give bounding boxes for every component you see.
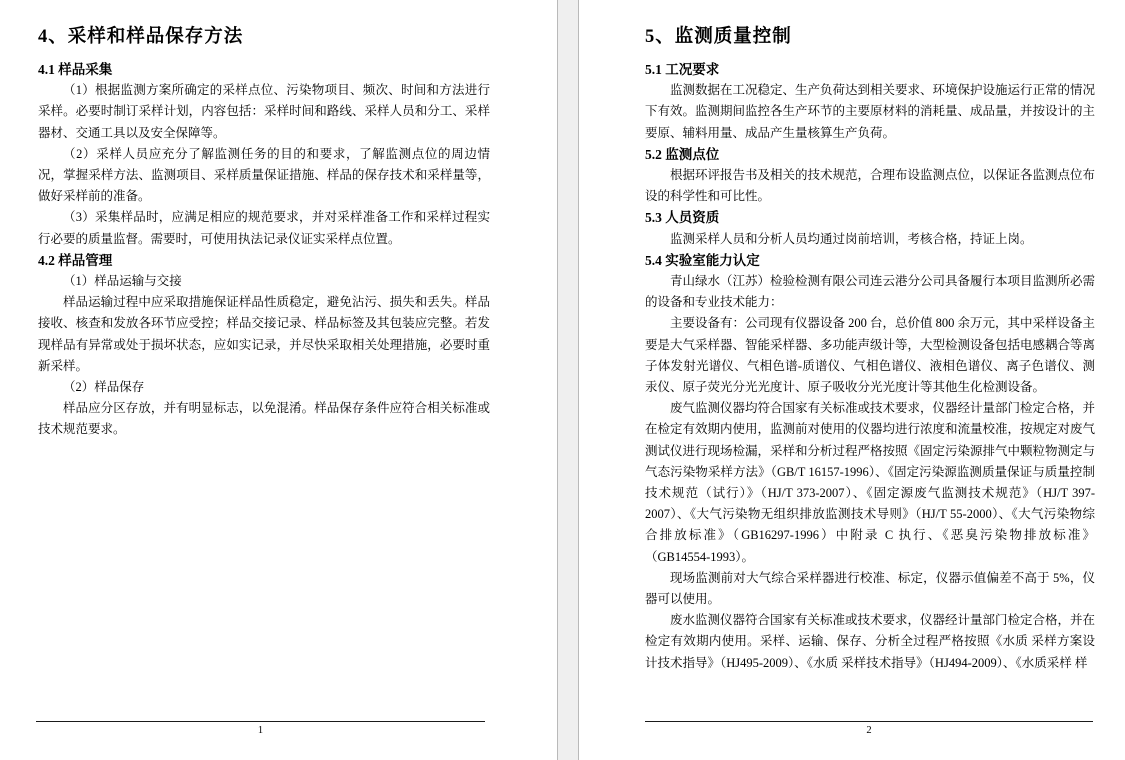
paragraph: （2）采样人员应充分了解监测任务的目的和要求，了解监测点位的周边情况，掌握采样方法、监测项目、采样质量保证措施、样品的保存技术和采样量等，做好采样前的准备。 bbox=[38, 146, 490, 204]
page-number: 2 bbox=[866, 725, 872, 736]
paragraph: 青山绿水（江苏）检验检测有限公司连云港分公司具备履行本项目监测所必需的设备和专业技术能力： bbox=[645, 274, 1096, 310]
paragraph: 主要设备有：公司现有仪器设备 200 台，总价值 800 余万元，其中采样设备主要是大气采样器、智能采样器、多功能声级计等，大型检测设备包括电感耦合等离子体发射光谱仪、气相色谱-质谱仪、气相色谱仪、液相色谱仪、离子色谱仪、测汞仪、原子荧光分光光度计、原子吸收分光光度计等其他生化检测设备。 bbox=[645, 316, 1096, 395]
paragraph: 样品应分区存放，并有明显标志，以免混淆。样品保存条件应符合相关标准或技术规范要求。 bbox=[38, 401, 490, 437]
section-heading: 4.1 样品采集 bbox=[38, 62, 113, 77]
paragraph: 根据环评报告书及相关的技术规范，合理布设监测点位，以保证各监测点位布设的科学性和可比性。 bbox=[645, 168, 1096, 204]
paragraph: 现场监测前对大气综合采样器进行校准、标定，仪器示值偏差不高于 5%，仪器可以使用。 bbox=[645, 570, 1095, 607]
page-footer bbox=[36, 721, 485, 738]
paragraph: （2）样品保存 bbox=[63, 380, 145, 395]
section-heading: 5.2 监测点位 bbox=[645, 146, 720, 162]
page-number: 1 bbox=[257, 725, 264, 736]
chapter-heading: 4、采样和样品保存方法 bbox=[38, 27, 244, 47]
paragraph: 废水监测仪器符合国家有关标准或技术要求，仪器经计量部门检定合格，并在检定有效期内使用。采样、运输、保存、分析全过程严格按照《水质 采样方案设计技术指导》（HJ495-2009）、《水质 采样技术指导》（HJ494-2009）、《水质采样 样 bbox=[645, 613, 1096, 670]
paragraph: （1）根据监测方案所确定的采样点位、污染物项目、频次、时间和方法进行采样。必要时制订采样计划，内容包括：采样时间和路线、采样人员和分工、采样器材、交通工具以及安全保障等。 bbox=[38, 83, 490, 140]
page-2 bbox=[579, 0, 1125, 760]
paragraph: （3）采集样品时，应满足相应的规范要求，并对采样准备工作和采样过程实行必要的质量监督。需要时，可使用执法记录仪证实采样点位置。 bbox=[38, 210, 490, 246]
section-heading: 4.2 样品管理 bbox=[38, 252, 113, 268]
page-1-content bbox=[0, 0, 557, 760]
section-heading: 5.1 工况要求 bbox=[645, 62, 720, 77]
paragraph: 样品运输过程中应采取措施保证样品性质稳定，避免沾污、损失和丢失。样品接收、核查和发放各环节应受控；样品交接记录、样品标签及其包装应完整。若发现样品有异常或处于损坏状态，应如实记录，并尽快采取相关处理措施，必要时重新采样。 bbox=[38, 295, 490, 373]
paragraph: 废气监测仪器均符合国家有关标准或技术要求，仪器经计量部门检定合格，并在检定有效期内使用，监测前对使用的仪器均进行浓度和流量校准，按规定对废气测试仪进行现场检漏，采样和分析过程严格按照《固定污染源排气中颗粒物测定与气态污染物采样方法》（GB/T 16157-1996）、《固定污染源监测质量保证与质量控制技术规范（试行）》（HJ/T 373-2007）、《固定源废气监测技术规范》（HJ/T 397-2007）、《大气污染物无组织排放监测技术导则》（HJ/T 55-2000）、《大气污染物综合排放标准》（GB16297-1996）中附录 C 执行、《恶臭污染物排放标准》（GB14554-1993）。 bbox=[645, 401, 1096, 564]
page-2-content bbox=[579, 0, 1125, 760]
paragraph: 监测数据在工况稳定、生产负荷达到相关要求、环境保护设施运行正常的情况下有效。监测期间监控各生产环节的主要原材料的消耗量、成品量，并按设计的主要原、辅料用量、成品产生量核算生产负荷。 bbox=[645, 83, 1096, 140]
page-footer bbox=[645, 721, 1093, 738]
section-heading: 5.4 实验室能力认定 bbox=[645, 252, 760, 268]
page-gap-divider bbox=[557, 0, 579, 760]
paragraph: （1）样品运输与交接 bbox=[63, 274, 182, 289]
section-heading: 5.3 人员资质 bbox=[645, 210, 720, 226]
paragraph: 监测采样人员和分析人员均通过岗前培训，考核合格，持证上岗。 bbox=[670, 231, 1033, 246]
chapter-heading: 5、监测质量控制 bbox=[645, 27, 792, 47]
page-1 bbox=[0, 0, 557, 760]
